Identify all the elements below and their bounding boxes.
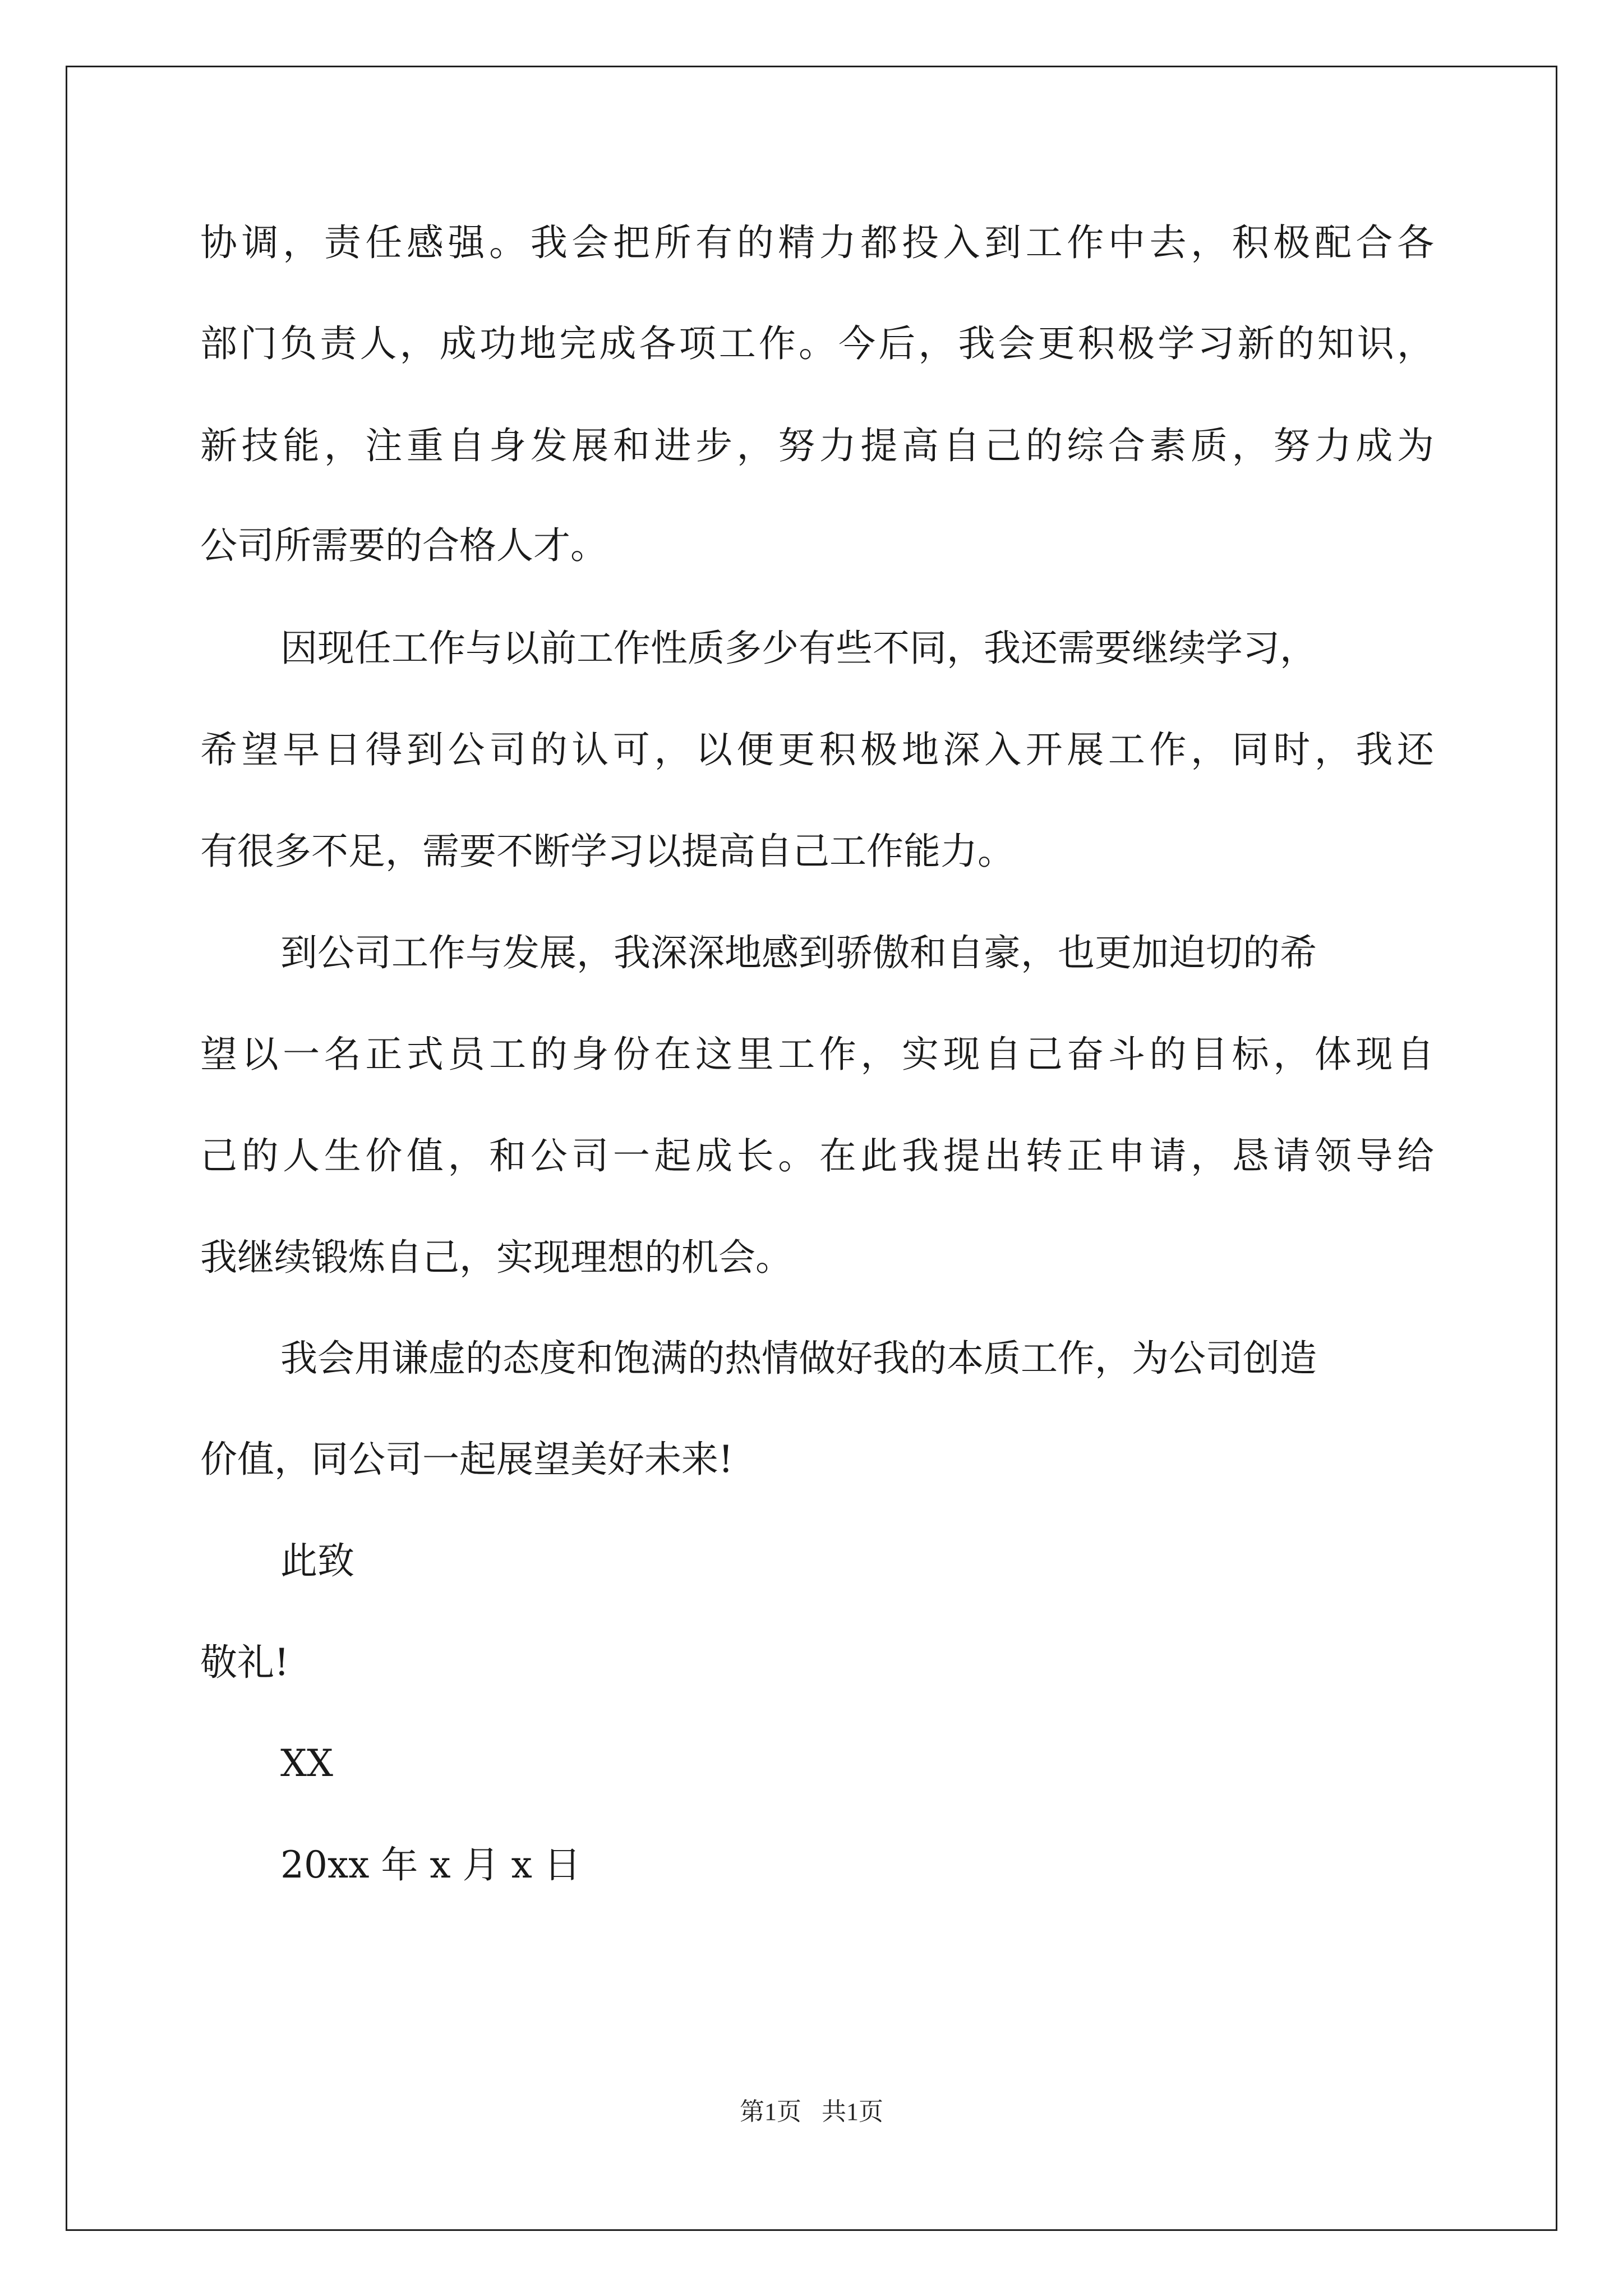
paragraph-3-line-1: 到公司工作与发展，我深深地感到骄傲和自豪，也更加迫切的希 <box>280 931 1317 974</box>
page-number-total: 共1页 <box>822 2098 883 2125</box>
body-line-2: 部门负责人，成功地完成各项工作。今后，我会更积极学习新的知识， <box>200 322 1434 365</box>
paragraph-3-line-2: 望以一名正式员工的身份在这里工作，实现自己奋斗的目标，体现自 <box>200 1033 1434 1076</box>
closing-regards: 敬礼! <box>200 1641 289 1684</box>
page-number-current: 第1页 <box>740 2098 801 2125</box>
paragraph-3-line-3: 己的人生价值，和公司一起成长。在此我提出转正申请，恳请领导给 <box>200 1134 1434 1177</box>
signature-name: XX <box>280 1742 333 1785</box>
paragraph-2-line-1: 因现任工作与以前工作性质多少有些不同，我还需要继续学习， <box>280 627 1317 670</box>
paragraph-4-line-1: 我会用谦虚的态度和饱满的热情做好我的本质工作，为公司创造 <box>280 1337 1317 1380</box>
closing-salutation: 此致 <box>280 1539 354 1582</box>
body-line-4: 公司所需要的合格人才。 <box>200 524 607 567</box>
paragraph-3-line-4: 我继续锻炼自己，实现理想的机会。 <box>200 1236 792 1279</box>
paragraph-2-line-3: 有很多不足，需要不断学习以提高自己工作能力。 <box>200 830 1015 873</box>
body-line-3: 新技能，注重自身发展和进步，努力提高自己的综合素质，努力成为 <box>200 424 1434 467</box>
page-footer <box>0 2095 1623 2129</box>
paragraph-2-line-2: 希望早日得到公司的认可，以便更积极地深入开展工作，同时，我还 <box>200 728 1434 771</box>
paragraph-4-line-2: 价值，同公司一起展望美好未来! <box>200 1438 734 1481</box>
body-line-1: 协调，责任感强。我会把所有的精力都投入到工作中去，积极配合各 <box>200 221 1434 264</box>
signature-date: 20xx 年 x 月 x 日 <box>280 1843 581 1887</box>
